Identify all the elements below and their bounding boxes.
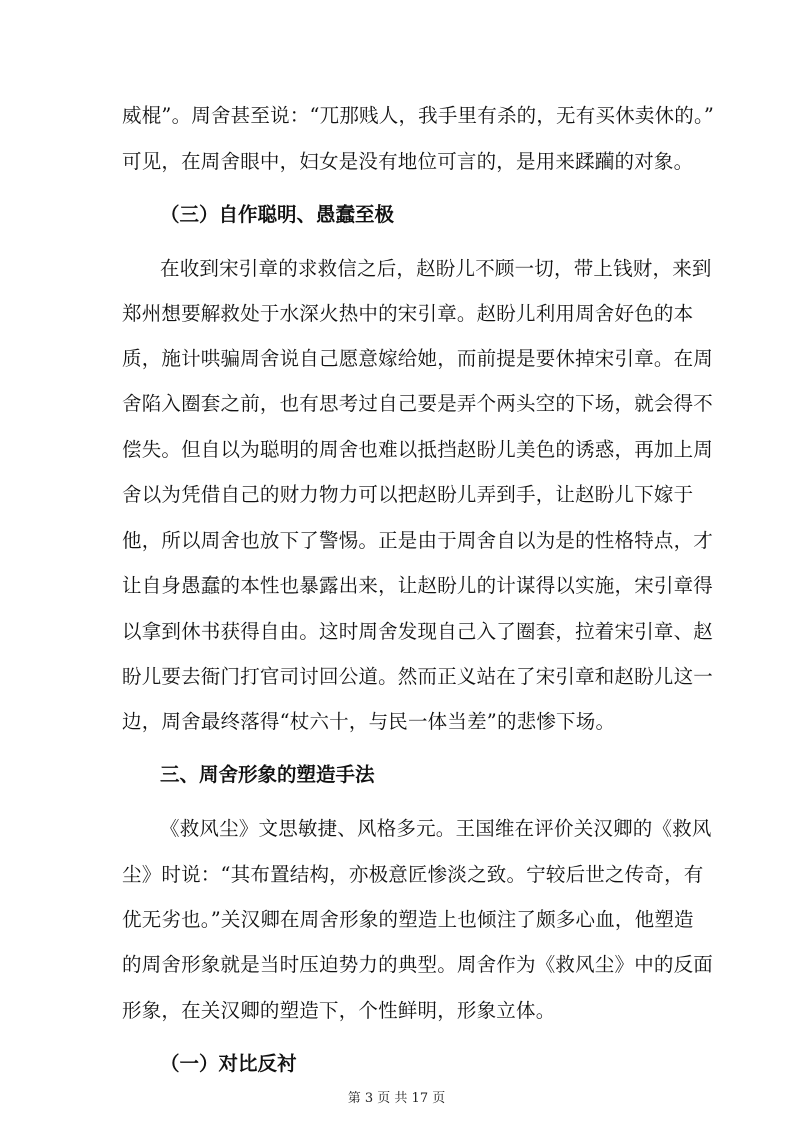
paragraph-line: 盼儿要去衙门打官司讨回公道。然而正义站在了宋引章和赵盼儿这一 [122,665,714,688]
paragraph-line: 质，施计哄骗周舍说自己愿意嫁给她，而前提是要休掉宋引章。在周 [122,347,714,370]
paragraph-line: 舍以为凭借自己的财力物力可以把赵盼儿弄到手，让赵盼儿下嫁于 [122,483,694,506]
paragraph-line: 在收到宋引章的求救信之后，赵盼儿不顾一切，带上钱财，来到 [160,257,712,280]
paragraph-line: 舍陷入圈套之前，也有思考过自己要是弄个两头空的下场，就会得不 [122,392,714,415]
paragraph-line: 威棍”。周舍甚至说：“兀那贱人，我手里有杀的，无有买休卖休的。” [122,104,715,127]
paragraph-line: 优无劣也。”关汉卿在周舍形象的塑造上也倾注了颇多心血，他塑造 [122,908,694,931]
paragraph-line: 形象，在关汉卿的塑造下，个性鲜明，形象立体。 [122,999,556,1022]
paragraph-line: 的周舍形象就是当时压迫势力的典型。周舍作为《救风尘》中的反面 [122,953,714,976]
paragraph-line: 以拿到休书获得自由。这时周舍发现自己入了圈套，拉着宋引章、赵 [122,620,714,643]
section-heading: （三）自作聪明、愚蠢至极 [160,203,395,226]
paragraph-line: 《救风尘》文思敏捷、风格多元。王国维在评价关汉卿的《救风 [160,817,712,840]
paragraph-line: 边，周舍最终落得“杖六十，与民一体当差”的悲惨下场。 [122,710,616,733]
paragraph-line: 尘》时说：“其布置结构，亦极意匠惨淡之致。宁较后世之传奇，有 [122,863,704,886]
section-heading: （一）对比反衬 [160,1052,297,1075]
section-heading: 三、周舍形象的塑造手法 [160,763,375,786]
page-footer: 第 3 页 共 17 页 [347,1091,446,1106]
paragraph-line: 可见，在周舍眼中，妇女是没有地位可言的，是用来蹂躏的对象。 [122,150,694,173]
paragraph-line: 偿失。但自以为聪明的周舍也难以抵挡赵盼儿美色的诱惑，再加上周 [122,438,714,461]
paragraph-line: 他，所以周舍也放下了警惕。正是由于周舍自以为是的性格特点，才 [122,529,714,552]
paragraph-line: 郑州想要解救处于水深火热中的宋引章。赵盼儿利用周舍好色的本 [122,302,694,325]
paragraph-line: 让自身愚蠢的本性也暴露出来，让赵盼儿的计谋得以实施，宋引章得 [122,574,714,597]
